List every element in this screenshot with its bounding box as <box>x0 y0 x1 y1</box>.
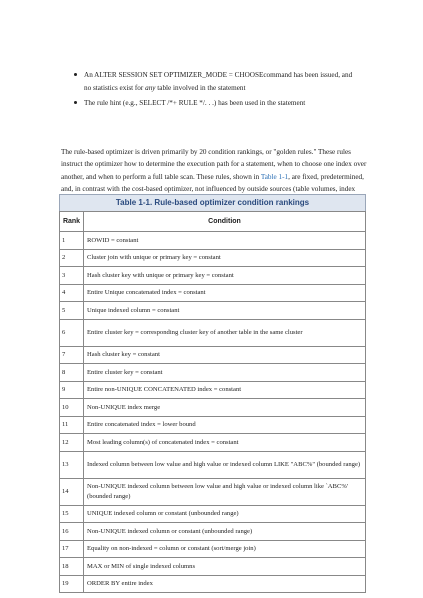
bullet-emphasis: any <box>145 83 156 92</box>
condition-header: Condition <box>84 212 366 232</box>
table-row <box>60 346 366 364</box>
rank-cell: 17 <box>60 540 84 558</box>
table-row <box>60 399 366 417</box>
table-row <box>60 267 366 285</box>
condition-cell: Entire cluster key = corresponding cluster key of another table in the same cluster <box>84 319 366 346</box>
rank-cell: 4 <box>60 284 84 302</box>
rank-cell: 1 <box>60 232 84 250</box>
table-row <box>60 364 366 382</box>
bullet-item <box>60 97 360 110</box>
rank-cell: 3 <box>60 267 84 285</box>
rank-cell: 12 <box>60 434 84 452</box>
rank-cell: 13 <box>60 451 84 478</box>
table-row <box>60 232 366 250</box>
condition-cell: Equality on non-indexed = column or constant (sort/merge join) <box>84 540 366 558</box>
condition-cell: Hash cluster key = constant <box>84 346 366 364</box>
condition-cell: UNIQUE indexed column or constant (unbounded range) <box>84 505 366 523</box>
paragraph-text: The rule-based optimizer is driven primarily by 20 condition rankings, or "golden rules." These rules instruct the optimizer how to determine the execution path for a statement, when to choose one index over another, and when to perform a full table scan. These rules, shown in <box>61 148 367 181</box>
table-row <box>60 434 366 452</box>
condition-cell: Hash cluster key with unique or primary key = constant <box>84 267 366 285</box>
condition-cell: Most leading column(s) of concatenated index = constant <box>84 434 366 452</box>
condition-cell: Cluster join with unique or primary key = constant <box>84 249 366 267</box>
condition-cell: Non-UNIQUE index merge <box>84 399 366 417</box>
table-row <box>60 505 366 523</box>
condition-cell: MAX or MIN of single indexed columns <box>84 558 366 576</box>
table-row <box>60 540 366 558</box>
rankings-table <box>59 194 366 593</box>
condition-cell: Entire concatenated index = lower bound <box>84 416 366 434</box>
bullet-list <box>60 69 360 113</box>
table-row <box>60 478 366 505</box>
rank-cell: 8 <box>60 364 84 382</box>
rank-cell: 10 <box>60 399 84 417</box>
bullet-text-end: table involved in the statement <box>155 83 246 92</box>
rank-cell: 14 <box>60 478 84 505</box>
bullet-text: An ALTER SESSION SET OPTIMIZER_MODE = CHOOSEcommand has been issued, and no statistics exist for <box>84 71 353 92</box>
table-row <box>60 249 366 267</box>
rank-cell: 18 <box>60 558 84 576</box>
table-reference-link[interactable]: Table 1-1 <box>260 172 289 181</box>
bullet-dot-icon <box>74 73 77 76</box>
table-row <box>60 416 366 434</box>
condition-cell: Non-UNIQUE indexed column between low value and high value or indexed column like `ABC%' (bounded range) <box>84 478 366 505</box>
table-row <box>60 523 366 541</box>
rank-cell: 15 <box>60 505 84 523</box>
bullet-text: The rule hint (e.g., SELECT /*+ RULE */. . .) has been used in the statement <box>84 99 306 107</box>
table-row <box>60 451 366 478</box>
table-row <box>60 558 366 576</box>
rank-cell: 16 <box>60 523 84 541</box>
table-header-row <box>60 212 366 232</box>
condition-cell: ROWID = constant <box>84 232 366 250</box>
table-caption: Table 1-1. Rule-based optimizer condition rankings <box>59 194 366 211</box>
rank-cell: 2 <box>60 249 84 267</box>
condition-cell: Indexed column between low value and high value or indexed column LIKE "ABC%" (bounded range) <box>84 451 366 478</box>
condition-cell: Entire non-UNIQUE CONCATENATED index = constant <box>84 381 366 399</box>
table-row <box>60 302 366 320</box>
table-row <box>60 319 366 346</box>
condition-cell: ORDER BY entire index <box>84 575 366 593</box>
rank-cell: 7 <box>60 346 84 364</box>
rank-cell: 6 <box>60 319 84 346</box>
bullet-dot-icon <box>74 101 77 104</box>
condition-cell: Entire Unique concatenated index = constant <box>84 284 366 302</box>
rank-cell: 9 <box>60 381 84 399</box>
condition-cell: Non-UNIQUE indexed column or constant (unbounded range) <box>84 523 366 541</box>
rank-cell: 11 <box>60 416 84 434</box>
paragraph-text-end: , are fixed, predetermined, and, in contrast with the cost-based optimizer, not influenced by outside sources (table volumes, index <box>61 172 364 194</box>
table-row <box>60 575 366 593</box>
condition-cell: Entire cluster key = constant <box>84 364 366 382</box>
rank-cell: 19 <box>60 575 84 593</box>
table-row <box>60 284 366 302</box>
table-row <box>60 381 366 399</box>
bullet-item <box>60 69 360 94</box>
rank-header: Rank <box>60 212 84 232</box>
condition-cell: Unique indexed column = constant <box>84 302 366 320</box>
table-body <box>60 232 366 593</box>
rank-cell: 5 <box>60 302 84 320</box>
